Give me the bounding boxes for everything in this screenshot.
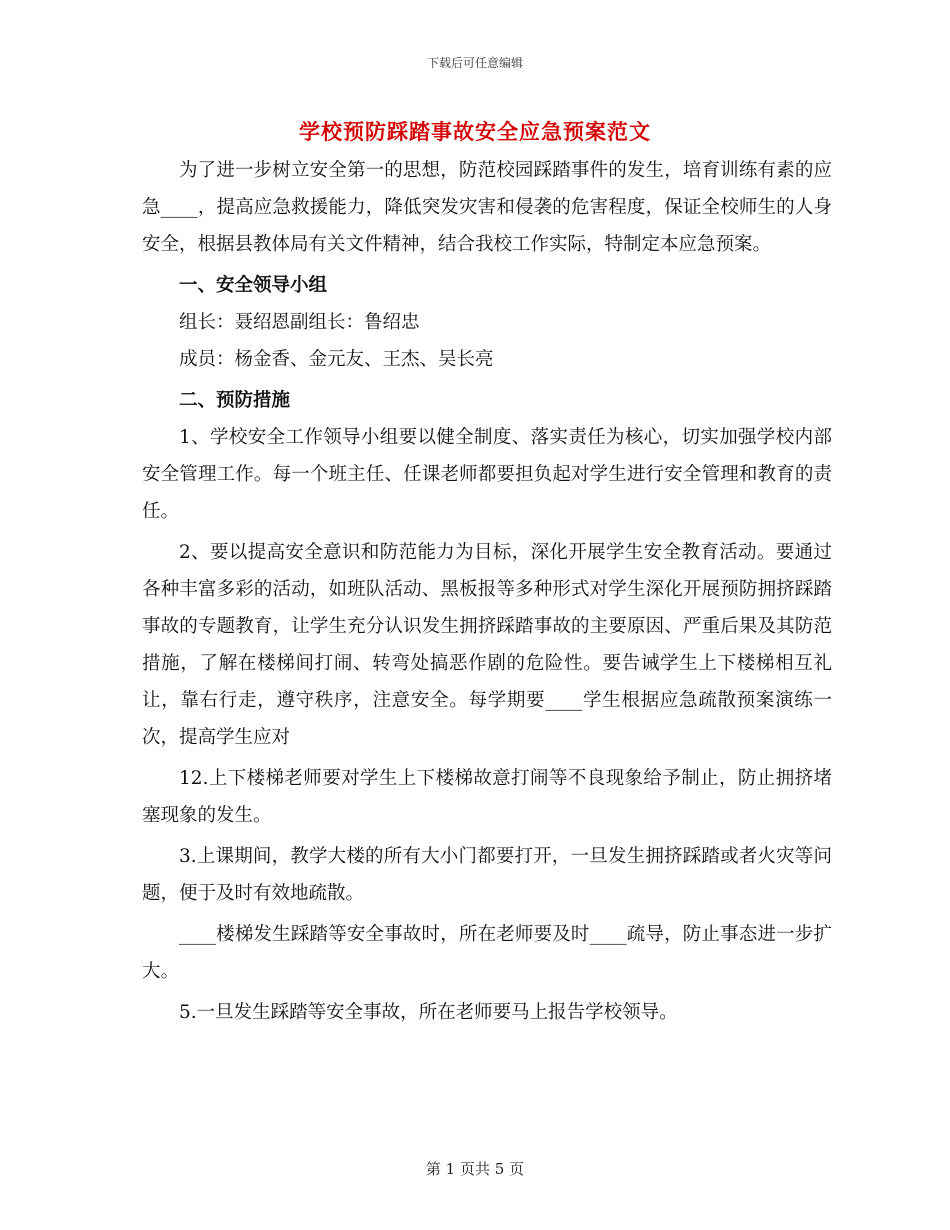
section-heading-prevention: 二、预防措施	[179, 390, 291, 411]
measure-paragraph-12: 12.上下楼梯老师要对学生上下楼梯故意打闹等不良现象给予制止，防止拥挤堵塞现象的发生。	[142, 768, 832, 826]
document-title: 学校预防踩踏事故安全应急预案范文	[299, 119, 651, 144]
leaders-line: 组长：聂绍恩副组长：鲁绍忠	[179, 312, 420, 333]
intro-paragraph: 为了进一步树立安全第一的思想，防范校园踩踏事件的发生，培育训练有素的应急____，提高应急救援能力，降低突发灾害和侵袭的危害程度，保证全校师生的人身安全，根据县教体局有关文件精神，结合我校工作实际，特制定本应急预案。	[142, 160, 832, 255]
measure-paragraph-3: 3.上课期间，教学大楼的所有大小门都要打开，一旦发生拥挤踩踏或者火灾等问题，便于及时有效地疏散。	[142, 846, 832, 904]
measure-paragraph-2: 2、要以提高安全意识和防范能力为目标，深化开展学生安全教育活动。要通过各种丰富多彩的活动，如班队活动、黑板报等多种形式对学生深化开展预防拥挤踩踏事故的专题教育，让学生充分认识发生拥挤踩踏事故的主要原因、严重后果及其防范措施，了解在楼梯间打闹、转弯处搞恶作剧的危险性。要告诫学生上下楼梯相互礼让，靠右行走，遵守秩序，注意安全。每学期要____学生根据应急疏散预案演练一次，提高学生应对	[142, 542, 832, 748]
header-note: 下载后可任意编辑	[426, 56, 523, 70]
page-footer: 第 1 页共 5 页	[425, 1160, 525, 1178]
section-heading-leadership: 一、安全领导小组	[179, 275, 328, 296]
document-body	[142, 152, 832, 1031]
measure-paragraph-1: 1、学校安全工作领导小组要以健全制度、落实责任为核心，切实加强学校内部安全管理工作。每一个班主任、任课老师都要担负起对学生进行安全管理和教育的责任。	[142, 427, 832, 522]
measure-paragraph-5: 5.一旦发生踩踏等安全事故，所在老师要马上报告学校领导。	[179, 1002, 678, 1023]
members-line: 成员：杨金香、金元友、王杰、吴长亮	[179, 349, 494, 370]
measure-paragraph-4: ____楼梯发生踩踏等安全事故时，所在老师要及时____疏导，防止事态进一步扩大。	[142, 924, 832, 982]
